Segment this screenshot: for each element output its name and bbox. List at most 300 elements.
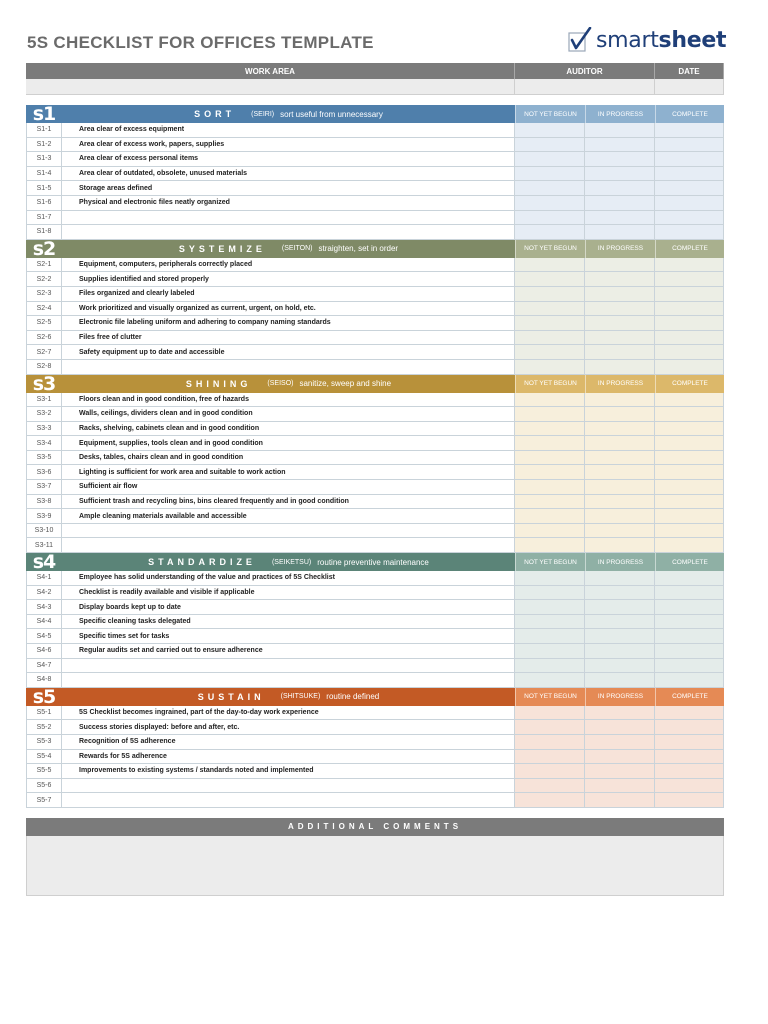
not-yet-begun-cell[interactable]: [515, 779, 585, 794]
in-progress-cell[interactable]: [585, 465, 655, 480]
in-progress-cell[interactable]: [585, 316, 655, 331]
complete-cell[interactable]: [655, 644, 724, 659]
item-text[interactable]: Success stories displayed: before and after, etc.: [62, 720, 515, 735]
checklist-row: [26, 673, 724, 688]
complete-cell[interactable]: [655, 465, 724, 480]
checklist-row: [26, 302, 724, 317]
complete-cell[interactable]: [655, 302, 724, 317]
comments-header: ADDITIONAL COMMENTS: [26, 818, 724, 836]
in-progress-header: IN PROGRESS: [585, 688, 655, 706]
item-id: S1-3: [26, 152, 62, 167]
not-yet-begun-cell[interactable]: [515, 451, 585, 466]
item-text[interactable]: Area clear of outdated, obsolete, unused materials: [62, 167, 515, 182]
item-id: S3-6: [26, 465, 62, 480]
section-subtitle: (SEITON): [281, 245, 313, 253]
page-title: 5S CHECKLIST FOR OFFICES TEMPLATE: [27, 33, 374, 52]
complete-cell[interactable]: [655, 316, 724, 331]
item-text[interactable]: Storage areas defined: [62, 181, 515, 196]
checklist-row: [26, 764, 724, 779]
not-yet-begun-cell[interactable]: [515, 629, 585, 644]
in-progress-cell[interactable]: [585, 735, 655, 750]
section-subtitle: (SHITSUKE): [280, 693, 321, 701]
complete-cell[interactable]: [655, 571, 724, 586]
item-text[interactable]: Area clear of excess personal items: [62, 152, 515, 167]
item-id: S2-6: [26, 331, 62, 346]
item-text[interactable]: [62, 538, 515, 553]
item-text[interactable]: [62, 673, 515, 688]
in-progress-cell[interactable]: [585, 571, 655, 586]
section-name: SUSTAIN: [197, 691, 265, 702]
complete-cell[interactable]: [655, 793, 724, 808]
complete-cell[interactable]: [655, 287, 724, 302]
in-progress-cell[interactable]: [585, 600, 655, 615]
section-title: [62, 375, 515, 393]
complete-cell[interactable]: [655, 764, 724, 779]
in-progress-cell[interactable]: [585, 196, 655, 211]
work-area-input[interactable]: [26, 79, 515, 95]
not-yet-begun-cell[interactable]: [515, 600, 585, 615]
not-yet-begun-cell[interactable]: [515, 345, 585, 360]
not-yet-begun-cell[interactable]: [515, 495, 585, 510]
section-description: routine defined: [326, 692, 380, 702]
item-id: S2-5: [26, 316, 62, 331]
not-yet-begun-cell[interactable]: [515, 393, 585, 408]
complete-header: COMPLETE: [655, 105, 724, 123]
item-id: S5-4: [26, 750, 62, 765]
item-id: S2-2: [26, 272, 62, 287]
checklist-row: [26, 615, 724, 630]
in-progress-cell[interactable]: [585, 451, 655, 466]
section-name: SYSTEMIZE: [178, 243, 266, 254]
item-id: S1-7: [26, 211, 62, 226]
checklist-row: [26, 167, 724, 182]
item-id: S2-8: [26, 360, 62, 375]
not-yet-begun-cell[interactable]: [515, 422, 585, 437]
not-yet-begun-cell[interactable]: [515, 764, 585, 779]
in-progress-cell[interactable]: [585, 393, 655, 408]
in-progress-cell[interactable]: [585, 422, 655, 437]
not-yet-begun-cell[interactable]: [515, 152, 585, 167]
in-progress-cell[interactable]: [585, 360, 655, 375]
checklist-row: [26, 152, 724, 167]
not-yet-begun-cell[interactable]: [515, 480, 585, 495]
checklist-sheet: [26, 63, 724, 896]
section-header-systemize: [26, 237, 724, 260]
section-badge: s5: [32, 685, 56, 708]
not-yet-begun-cell[interactable]: [515, 167, 585, 182]
item-text[interactable]: Lighting is sufficient for work area and suitable to work action: [62, 465, 515, 480]
in-progress-cell[interactable]: [585, 586, 655, 601]
complete-cell[interactable]: [655, 480, 724, 495]
not-yet-begun-cell[interactable]: [515, 571, 585, 586]
in-progress-cell[interactable]: [585, 706, 655, 721]
checklist-row: [26, 465, 724, 480]
item-text[interactable]: [62, 360, 515, 375]
not-yet-begun-cell[interactable]: [515, 659, 585, 674]
in-progress-header: IN PROGRESS: [585, 105, 655, 123]
complete-cell[interactable]: [655, 615, 724, 630]
smartsheet-logo: [568, 27, 726, 53]
item-id: S3-4: [26, 436, 62, 451]
not-yet-begun-cell[interactable]: [515, 138, 585, 153]
section-title: [62, 105, 515, 123]
item-id: S4-8: [26, 673, 62, 688]
section-title: [62, 688, 515, 706]
checklist-row: [26, 779, 724, 794]
in-progress-cell[interactable]: [585, 258, 655, 273]
not-yet-begun-cell[interactable]: [515, 524, 585, 539]
item-text[interactable]: Safety equipment up to date and accessible: [62, 345, 515, 360]
item-id: S1-4: [26, 167, 62, 182]
item-text[interactable]: [62, 225, 515, 240]
in-progress-cell[interactable]: [585, 138, 655, 153]
in-progress-cell[interactable]: [585, 211, 655, 226]
section-description: sort useful from unnecessary: [280, 109, 383, 119]
section-badge: s1: [32, 103, 56, 125]
item-id: S2-1: [26, 258, 62, 273]
section-title: [62, 240, 515, 258]
item-text[interactable]: Area clear of excess equipment: [62, 123, 515, 138]
item-text[interactable]: Regular audits set and carried out to ensure adherence: [62, 644, 515, 659]
in-progress-cell[interactable]: [585, 764, 655, 779]
complete-cell[interactable]: [655, 360, 724, 375]
section-header-sustain: [26, 685, 724, 708]
checklist-row: [26, 600, 724, 615]
item-id: S3-1: [26, 393, 62, 408]
checklist-row: [26, 138, 724, 153]
complete-cell[interactable]: [655, 181, 724, 196]
item-text[interactable]: Equipment, computers, peripherals correctly placed: [62, 258, 515, 273]
in-progress-cell[interactable]: [585, 181, 655, 196]
section-description: sanitize, sweep and shine: [299, 379, 392, 388]
complete-cell[interactable]: [655, 422, 724, 437]
in-progress-cell[interactable]: [585, 750, 655, 765]
not-yet-begun-header: NOT YET BEGUN: [515, 375, 585, 393]
work-area-header: WORK AREA: [26, 63, 515, 79]
complete-cell[interactable]: [655, 720, 724, 735]
checklist-row: [26, 272, 724, 287]
section-badge: s3: [32, 372, 56, 395]
checklist-row: [26, 316, 724, 331]
not-yet-begun-cell[interactable]: [515, 196, 585, 211]
item-text[interactable]: Recognition of 5S adherence: [62, 735, 515, 750]
checklist-row: [26, 509, 724, 524]
not-yet-begun-cell[interactable]: [515, 538, 585, 553]
not-yet-begun-cell[interactable]: [515, 302, 585, 317]
item-text[interactable]: Equipment, supplies, tools clean and in good condition: [62, 436, 515, 451]
complete-cell[interactable]: [655, 509, 724, 524]
item-text[interactable]: [62, 659, 515, 674]
item-id: S3-11: [26, 538, 62, 553]
in-progress-cell[interactable]: [585, 538, 655, 553]
checklist-row: [26, 524, 724, 539]
not-yet-begun-header: NOT YET BEGUN: [515, 553, 585, 571]
not-yet-begun-cell[interactable]: [515, 720, 585, 735]
complete-cell[interactable]: [655, 196, 724, 211]
in-progress-cell[interactable]: [585, 673, 655, 688]
not-yet-begun-cell[interactable]: [515, 673, 585, 688]
checklist-row: [26, 225, 724, 240]
item-id: S5-5: [26, 764, 62, 779]
checklist-row: [26, 644, 724, 659]
not-yet-begun-header: NOT YET BEGUN: [515, 105, 585, 123]
not-yet-begun-cell[interactable]: [515, 793, 585, 808]
checklist-row: [26, 407, 724, 422]
section-header-standardize: [26, 551, 724, 574]
item-text[interactable]: Display boards kept up to date: [62, 600, 515, 615]
date-input[interactable]: [655, 79, 724, 95]
checklist-row: [26, 451, 724, 466]
item-text[interactable]: Work prioritized and visually organized as current, urgent, on hold, etc.: [62, 302, 515, 317]
item-id: S1-8: [26, 225, 62, 240]
not-yet-begun-cell[interactable]: [515, 706, 585, 721]
item-id: S1-5: [26, 181, 62, 196]
checklist-row: [26, 258, 724, 273]
in-progress-cell[interactable]: [585, 302, 655, 317]
in-progress-cell[interactable]: [585, 720, 655, 735]
sections-container: [26, 105, 724, 808]
checkmark-logo-icon: [568, 27, 592, 53]
item-text[interactable]: [62, 524, 515, 539]
not-yet-begun-cell[interactable]: [515, 181, 585, 196]
item-text[interactable]: Files organized and clearly labeled: [62, 287, 515, 302]
checklist-row: [26, 735, 724, 750]
item-text[interactable]: Physical and electronic files neatly organized: [62, 196, 515, 211]
item-text[interactable]: [62, 793, 515, 808]
checklist-row: [26, 287, 724, 302]
in-progress-cell[interactable]: [585, 407, 655, 422]
checklist-row: [26, 196, 724, 211]
item-id: S3-5: [26, 451, 62, 466]
not-yet-begun-cell[interactable]: [515, 272, 585, 287]
item-text[interactable]: Checklist is readily available and visible if applicable: [62, 586, 515, 601]
item-text[interactable]: Sufficient trash and recycling bins, bins cleared frequently and in good condition: [62, 495, 515, 510]
logo-text-sheet: sheet: [658, 27, 727, 53]
complete-cell[interactable]: [655, 407, 724, 422]
not-yet-begun-header: NOT YET BEGUN: [515, 240, 585, 258]
checklist-row: [26, 659, 724, 674]
in-progress-cell[interactable]: [585, 509, 655, 524]
item-text[interactable]: Desks, tables, chairs clean and in good condition: [62, 451, 515, 466]
not-yet-begun-header: NOT YET BEGUN: [515, 688, 585, 706]
in-progress-cell[interactable]: [585, 436, 655, 451]
checklist-row: [26, 750, 724, 765]
item-text[interactable]: Sufficient air flow: [62, 480, 515, 495]
complete-cell[interactable]: [655, 152, 724, 167]
complete-cell[interactable]: [655, 123, 724, 138]
section-subtitle: (SEIKETSU): [271, 558, 312, 566]
checklist-row: [26, 480, 724, 495]
section-header-shining: [26, 372, 724, 395]
section-title: [62, 553, 515, 571]
item-id: S1-2: [26, 138, 62, 153]
item-id: S3-8: [26, 495, 62, 510]
item-id: S5-6: [26, 779, 62, 794]
checklist-row: [26, 706, 724, 721]
complete-cell[interactable]: [655, 393, 724, 408]
checklist-row: [26, 571, 724, 586]
item-id: S5-7: [26, 793, 62, 808]
section-badge: s4: [32, 551, 56, 574]
not-yet-begun-cell[interactable]: [515, 258, 585, 273]
complete-cell[interactable]: [655, 600, 724, 615]
complete-cell[interactable]: [655, 706, 724, 721]
not-yet-begun-cell[interactable]: [515, 586, 585, 601]
item-id: S4-5: [26, 629, 62, 644]
item-id: S4-4: [26, 615, 62, 630]
in-progress-cell[interactable]: [585, 524, 655, 539]
item-id: S4-1: [26, 571, 62, 586]
item-text[interactable]: [62, 779, 515, 794]
in-progress-cell[interactable]: [585, 272, 655, 287]
item-id: S1-1: [26, 123, 62, 138]
item-text[interactable]: Ample cleaning materials available and accessible: [62, 509, 515, 524]
additional-comments: [26, 818, 724, 896]
complete-cell[interactable]: [655, 586, 724, 601]
item-id: S3-9: [26, 509, 62, 524]
item-text[interactable]: 5S Checklist becomes ingrained, part of the day-to-day work experience: [62, 706, 515, 721]
date-header: DATE: [655, 63, 724, 79]
item-text[interactable]: Employee has solid understanding of the value and practices of 5S Checklist: [62, 571, 515, 586]
item-id: S5-3: [26, 735, 62, 750]
complete-cell[interactable]: [655, 673, 724, 688]
complete-header: COMPLETE: [655, 553, 724, 571]
in-progress-cell[interactable]: [585, 225, 655, 240]
checklist-row: [26, 436, 724, 451]
not-yet-begun-cell[interactable]: [515, 615, 585, 630]
checklist-row: [26, 629, 724, 644]
in-progress-cell[interactable]: [585, 495, 655, 510]
complete-cell[interactable]: [655, 538, 724, 553]
complete-cell[interactable]: [655, 659, 724, 674]
in-progress-cell[interactable]: [585, 793, 655, 808]
in-progress-cell[interactable]: [585, 331, 655, 346]
checklist-row: [26, 793, 724, 808]
complete-cell[interactable]: [655, 451, 724, 466]
not-yet-begun-cell[interactable]: [515, 407, 585, 422]
header-input-row: [26, 79, 724, 95]
in-progress-cell[interactable]: [585, 615, 655, 630]
checklist-row: [26, 393, 724, 408]
not-yet-begun-cell[interactable]: [515, 287, 585, 302]
checklist-row: [26, 331, 724, 346]
section-description: straighten, set in order: [318, 244, 399, 254]
item-text[interactable]: Files free of clutter: [62, 331, 515, 346]
checklist-row: [26, 211, 724, 226]
complete-cell[interactable]: [655, 495, 724, 510]
complete-cell[interactable]: [655, 345, 724, 360]
checklist-row: [26, 181, 724, 196]
complete-cell[interactable]: [655, 167, 724, 182]
auditor-input[interactable]: [515, 79, 655, 95]
in-progress-cell[interactable]: [585, 629, 655, 644]
complete-cell[interactable]: [655, 524, 724, 539]
complete-header: COMPLETE: [655, 240, 724, 258]
not-yet-begun-cell[interactable]: [515, 211, 585, 226]
in-progress-cell[interactable]: [585, 644, 655, 659]
item-text[interactable]: Electronic file labeling uniform and adhering to company naming standards: [62, 316, 515, 331]
item-id: S4-2: [26, 586, 62, 601]
not-yet-begun-cell[interactable]: [515, 123, 585, 138]
not-yet-begun-cell[interactable]: [515, 509, 585, 524]
in-progress-cell[interactable]: [585, 152, 655, 167]
item-id: S3-7: [26, 480, 62, 495]
complete-cell[interactable]: [655, 331, 724, 346]
item-text[interactable]: Specific cleaning tasks delegated: [62, 615, 515, 630]
item-id: S4-7: [26, 659, 62, 674]
in-progress-cell[interactable]: [585, 659, 655, 674]
complete-cell[interactable]: [655, 779, 724, 794]
item-text[interactable]: Specific times set for tasks: [62, 629, 515, 644]
complete-cell[interactable]: [655, 258, 724, 273]
not-yet-begun-cell[interactable]: [515, 225, 585, 240]
comments-input[interactable]: [26, 836, 724, 896]
complete-cell[interactable]: [655, 272, 724, 287]
item-id: S5-1: [26, 706, 62, 721]
item-id: S5-2: [26, 720, 62, 735]
item-text[interactable]: Floors clean and in good condition, free of hazards: [62, 393, 515, 408]
checklist-row: [26, 720, 724, 735]
not-yet-begun-cell[interactable]: [515, 331, 585, 346]
not-yet-begun-cell[interactable]: [515, 644, 585, 659]
section-header-sort: [26, 105, 724, 123]
logo-text-smart: smart: [596, 27, 659, 53]
item-text[interactable]: Improvements to existing systems / standards noted and implemented: [62, 764, 515, 779]
in-progress-cell[interactable]: [585, 123, 655, 138]
item-text[interactable]: Area clear of excess work, papers, supplies: [62, 138, 515, 153]
item-id: S3-3: [26, 422, 62, 437]
section-name: SHINING: [185, 378, 252, 389]
item-text[interactable]: Supplies identified and stored properly: [62, 272, 515, 287]
complete-cell[interactable]: [655, 211, 724, 226]
not-yet-begun-cell[interactable]: [515, 360, 585, 375]
item-text[interactable]: [62, 211, 515, 226]
in-progress-header: IN PROGRESS: [585, 240, 655, 258]
item-text[interactable]: Rewards for 5S adherence: [62, 750, 515, 765]
complete-cell[interactable]: [655, 750, 724, 765]
section-name: SORT: [194, 109, 236, 119]
checklist-row: [26, 360, 724, 375]
checklist-row: [26, 123, 724, 138]
in-progress-header: IN PROGRESS: [585, 553, 655, 571]
auditor-header: AUDITOR: [515, 63, 655, 79]
checklist-row: [26, 495, 724, 510]
complete-cell[interactable]: [655, 629, 724, 644]
complete-header: COMPLETE: [655, 688, 724, 706]
in-progress-header: IN PROGRESS: [585, 375, 655, 393]
in-progress-cell[interactable]: [585, 480, 655, 495]
complete-cell[interactable]: [655, 436, 724, 451]
in-progress-cell[interactable]: [585, 167, 655, 182]
section-name: STANDARDIZE: [148, 557, 256, 568]
in-progress-cell[interactable]: [585, 779, 655, 794]
not-yet-begun-cell[interactable]: [515, 465, 585, 480]
complete-cell[interactable]: [655, 225, 724, 240]
not-yet-begun-cell[interactable]: [515, 436, 585, 451]
not-yet-begun-cell[interactable]: [515, 750, 585, 765]
item-text[interactable]: Racks, shelving, cabinets clean and in good condition: [62, 422, 515, 437]
in-progress-cell[interactable]: [585, 345, 655, 360]
not-yet-begun-cell[interactable]: [515, 735, 585, 750]
checklist-row: [26, 422, 724, 437]
item-id: S4-3: [26, 600, 62, 615]
in-progress-cell[interactable]: [585, 287, 655, 302]
complete-cell[interactable]: [655, 735, 724, 750]
item-id: S3-2: [26, 407, 62, 422]
not-yet-begun-cell[interactable]: [515, 316, 585, 331]
complete-cell[interactable]: [655, 138, 724, 153]
item-text[interactable]: Walls, ceilings, dividers clean and in good condition: [62, 407, 515, 422]
